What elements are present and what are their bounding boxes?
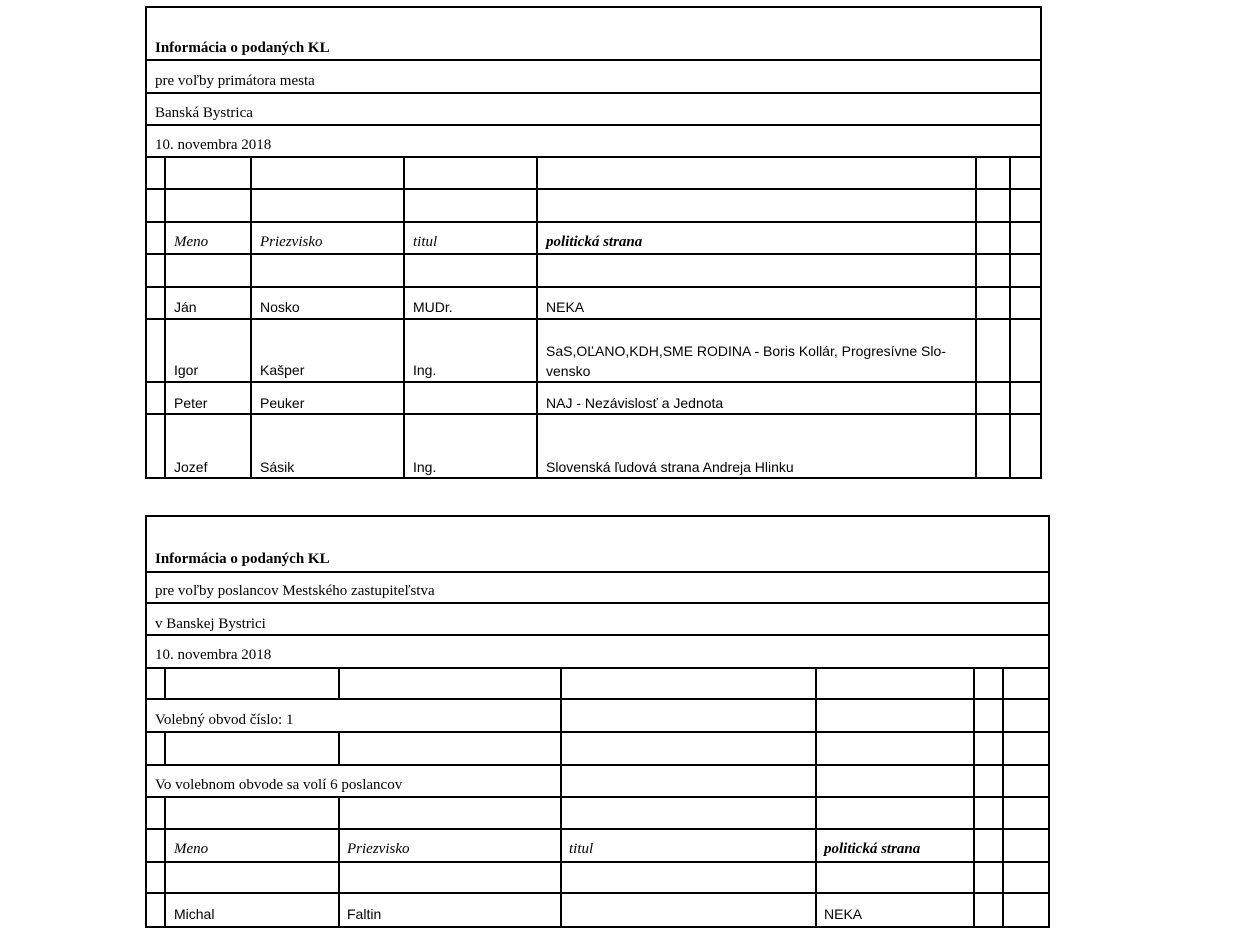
table1-header-title: titul — [413, 234, 438, 250]
table1-header-surname: Priezvisko — [260, 234, 323, 250]
table1-header-party: politická strana — [546, 234, 643, 250]
table2-district: Volebný obvod číslo: 1 — [155, 712, 294, 728]
table1-row4-surname: Sásik — [260, 459, 295, 475]
table1-row4-party: Slovenská ľudová strana Andreja Hlinku — [546, 459, 794, 475]
table2-header-title: titul — [569, 841, 594, 857]
table1-row2-title: Ing. — [413, 362, 437, 378]
table1-row4-name: Jozef — [174, 459, 208, 475]
table1-header-name: Meno — [174, 234, 209, 250]
table2-subtitle: pre voľby poslancov Mestského zastupiteľstva — [155, 583, 435, 599]
table1-row1-party: NEKA — [546, 299, 585, 315]
table1-date: 10. novembra 2018 — [155, 137, 272, 153]
table1-row2-surname: Kašper — [260, 362, 305, 378]
table2-header-surname: Priezvisko — [347, 841, 410, 857]
table2-city: v Banskej Bystrici — [155, 616, 266, 632]
table1-title: Informácia o podaných KL — [155, 40, 330, 56]
table2-row1-surname: Faltin — [347, 906, 382, 922]
table1-row2-party: SaS,OĽANO,KDH,SME RODINA - Boris Kollár, Progresívne Slo-vensko — [546, 343, 946, 379]
table1-row3-party: NAJ - Nezávislosť a Jednota — [546, 395, 724, 411]
table2-header-party: politická strana — [824, 841, 921, 857]
table1-row3-surname: Peuker — [260, 395, 305, 411]
table2-date: 10. novembra 2018 — [155, 647, 272, 663]
table2-title: Informácia o podaných KL — [155, 551, 330, 567]
table1-row1-title: MUDr. — [413, 299, 453, 315]
table1-row4-title: Ing. — [413, 459, 437, 475]
table1-subtitle: pre voľby primátora mesta — [155, 73, 315, 89]
table2-row1-name: Michal — [174, 906, 215, 922]
table1-row1-surname: Nosko — [260, 299, 300, 315]
table1-row3-name: Peter — [174, 395, 208, 411]
table1-row2-name: Igor — [174, 362, 199, 378]
table2-header-name: Meno — [174, 841, 209, 857]
table1-city: Banská Bystrica — [155, 105, 253, 121]
table2-seats: Vo volebnom obvode sa volí 6 poslancov — [155, 777, 403, 793]
table1-row1-name: Ján — [174, 299, 197, 315]
table2-row1-party: NEKA — [824, 906, 863, 922]
